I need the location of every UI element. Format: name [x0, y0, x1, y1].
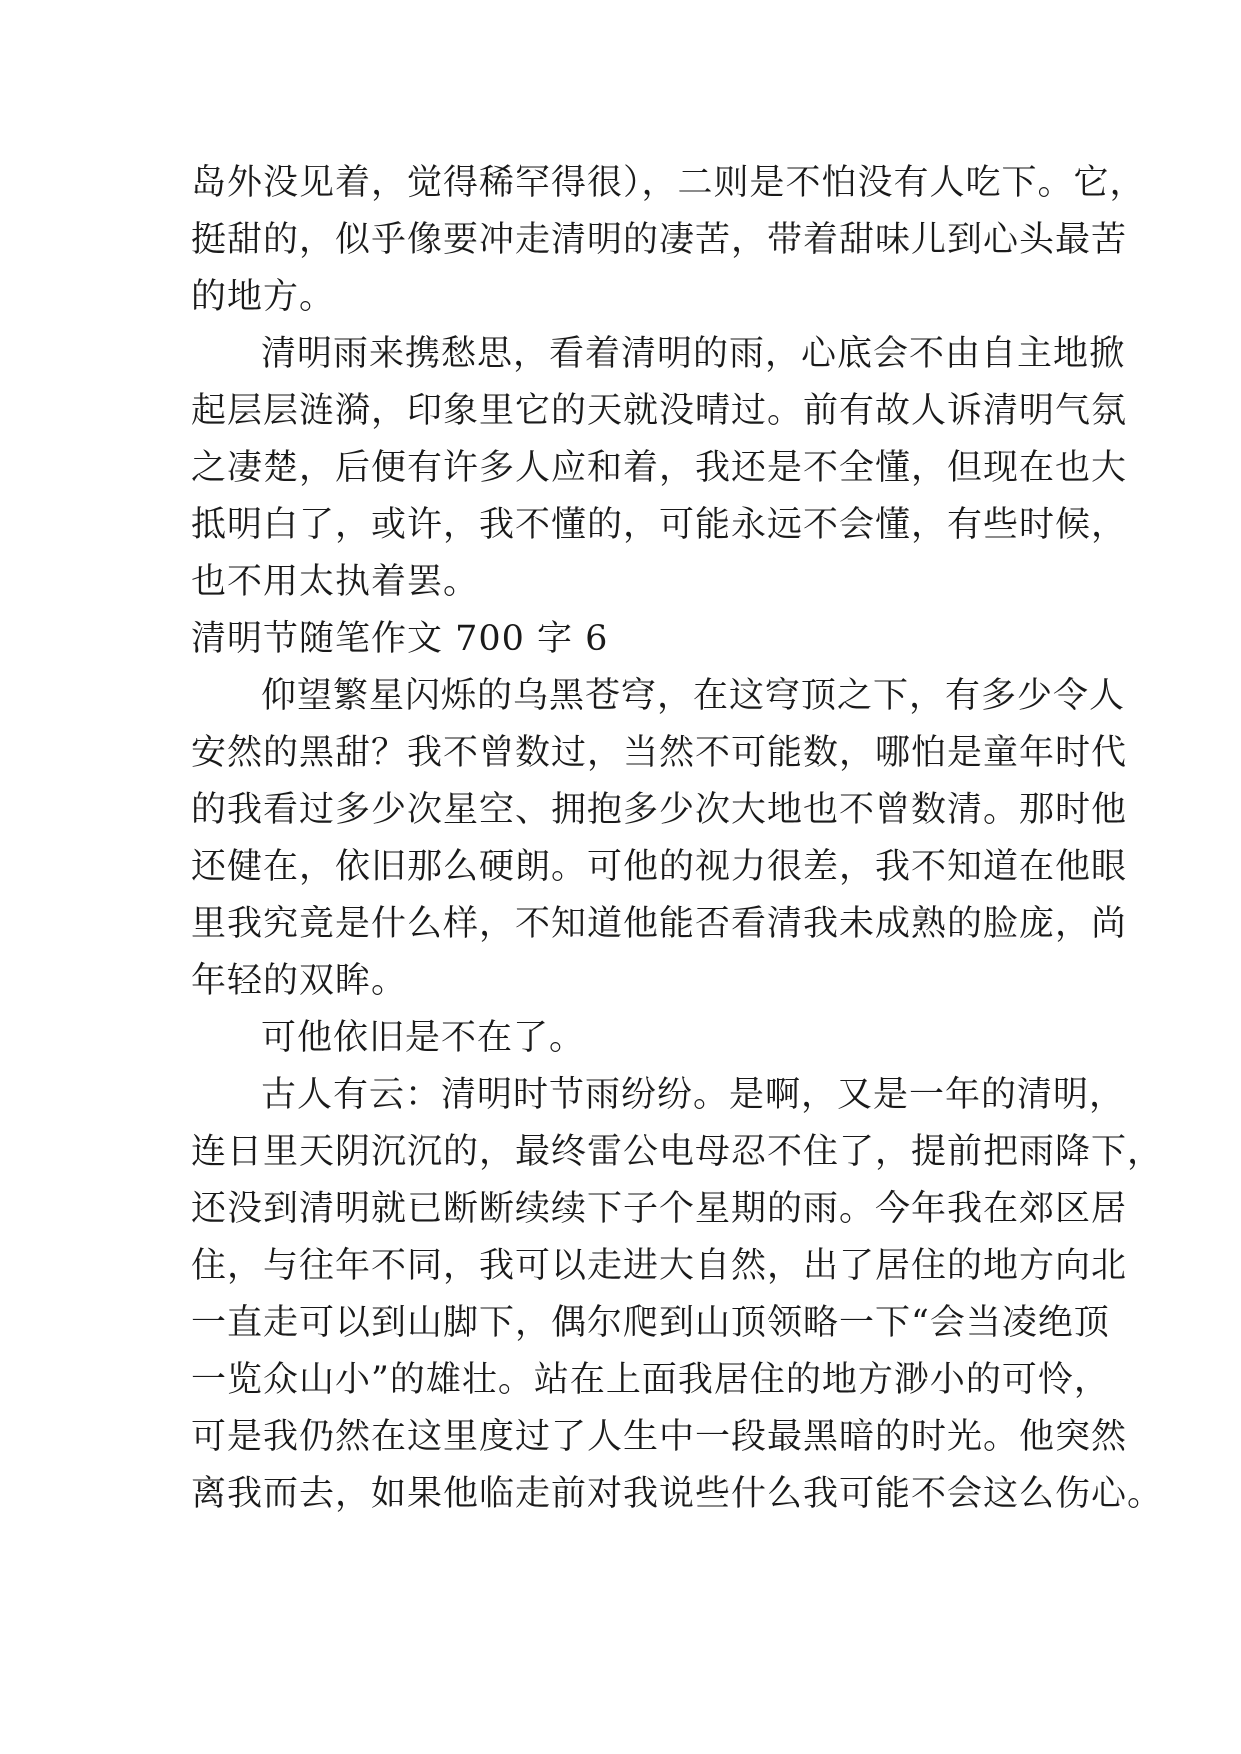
text-line: 离我而去，如果他临走前对我说些什么我可能不会这么伤心。 [191, 1474, 1164, 1514]
text-line: 住，与往年不同，我可以走进大自然，出了居住的地方向北 [191, 1246, 1128, 1286]
text-line: 岛外没见着，觉得稀罕得很），二则是不怕没有人吃下。它， [191, 163, 1146, 203]
text-line: 里我究竟是什么样，不知道他能否看清我未成熟的脸庞，尚 [191, 904, 1128, 944]
text-line: 连日里天阴沉沉的，最终雷公电母忍不住了，提前把雨降下， [191, 1132, 1164, 1172]
text-line: 可是我仍然在这里度过了人生中一段最黑暗的时光。他突然 [191, 1417, 1128, 1457]
document-body [191, 155, 1164, 1523]
text-line: 年轻的双眸。 [191, 961, 408, 1001]
text-line: 可他依旧是不在了。 [261, 1018, 586, 1058]
text-line: 清明雨来携愁思，看着清明的雨，心底会不由自主地掀 [261, 334, 1126, 374]
text-line: 也不用太执着罢。 [191, 562, 480, 602]
text-line: 挺甜的，似乎像要冲走清明的凄苦，带着甜味儿到心头最苦 [191, 220, 1128, 260]
text-line: 一直走可以到山脚下，偶尔爬到山顶领略一下“会当凌绝顶 [191, 1303, 1110, 1343]
text-line: 一览众山小”的雄壮。站在上面我居住的地方渺小的可怜， [191, 1360, 1110, 1400]
text-line: 还没到清明就已断断续续下子个星期的雨。今年我在郊区居 [191, 1189, 1128, 1229]
text-line: 起层层涟漪，印象里它的天就没晴过。前有故人诉清明气氛 [191, 391, 1128, 431]
text-line: 抵明白了，或许，我不懂的，可能永远不会懂，有些时候， [191, 505, 1128, 545]
text-line: 仰望繁星闪烁的乌黑苍穹，在这穹顶之下，有多少令人 [261, 676, 1126, 716]
text-line: 的地方。 [191, 277, 336, 317]
section-heading: 清明节随笔作文 700 字 6 [191, 619, 609, 659]
text-line: 的我看过多少次星空、拥抱多少次大地也不曾数清。那时他 [191, 790, 1128, 830]
text-line: 还健在，依旧那么硬朗。可他的视力很差，我不知道在他眼 [191, 847, 1128, 887]
text-line: 安然的黑甜？我不曾数过，当然不可能数，哪怕是童年时代 [191, 733, 1128, 773]
text-line: 古人有云：清明时节雨纷纷。是啊，又是一年的清明， [261, 1075, 1126, 1115]
text-line: 之凄楚，后便有许多人应和着，我还是不全懂，但现在也大 [191, 448, 1128, 488]
